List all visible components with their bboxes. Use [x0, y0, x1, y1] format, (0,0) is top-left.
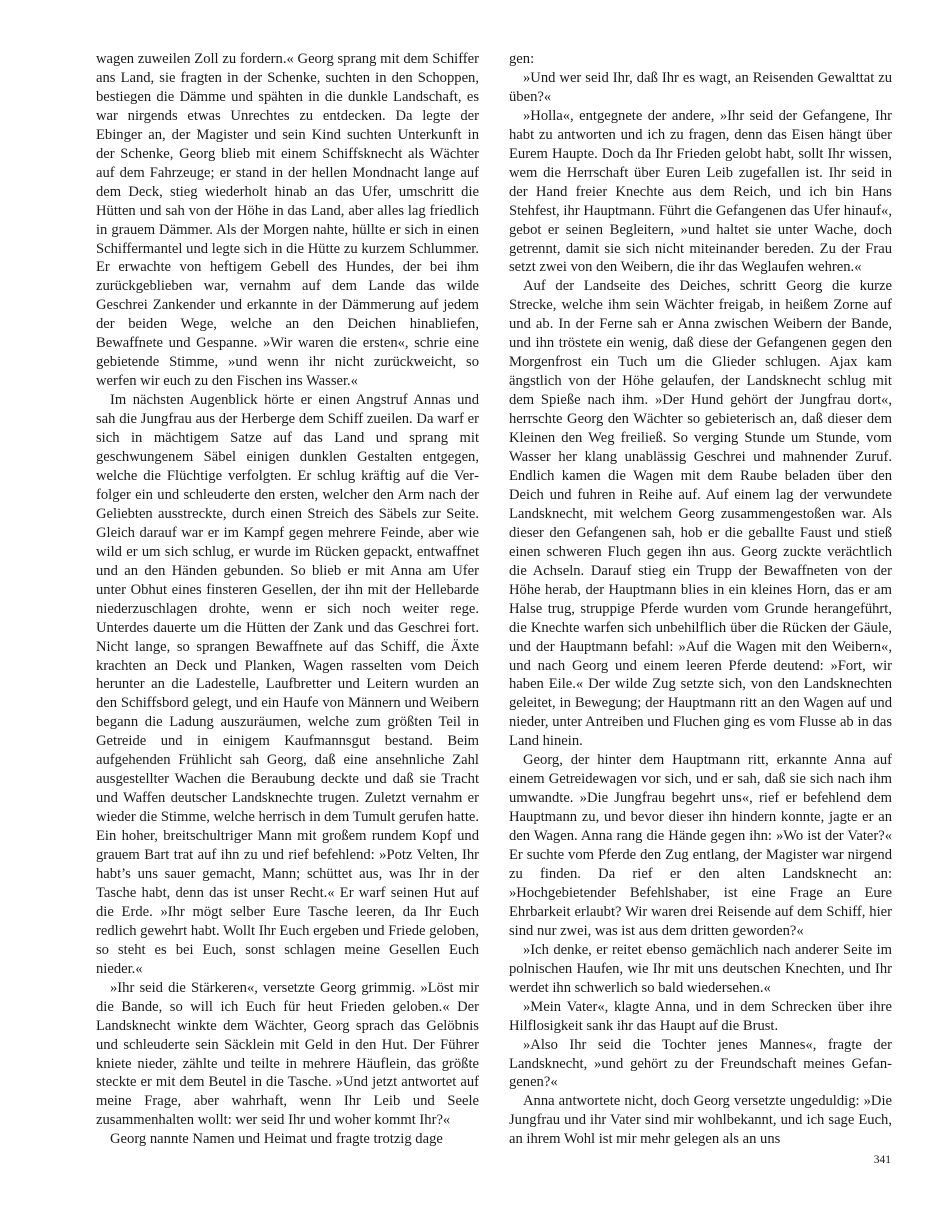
paragraph: »Ihr seid die Stärkeren«, versetzte Georg grimmig. »Löst mir die Bande, so will ich Euch für heut Frieden geloben.« Der Landsknecht winkte dem Wächter, Georg sprach das Gelöbnis und schleuderte sein Säcklein mit Geld in den Hut. Der Führer kniete nieder, zählte und teilte in mehrere Häuflein, das größte steckte er mit dem Beutel in die Tasche. »Und jetzt antwortet auf meine Frage, aber wahrhaft, wenn Ihr Leib und Seele zusammenhalten wollt: wer seid Ihr und woher kommt Ihr?«	[96, 979, 479, 1129]
paragraph: »Und wer seid Ihr, daß Ihr es wagt, an Reisenden Gewalttat zu üben?«	[509, 69, 892, 105]
paragraph: Georg, der hinter dem Hauptmann ritt, erkannte Anna auf einem Getreidewagen vor sich, und er sah, daß sie sich nach ihm umwandte. »Die Jungfrau begehrt uns«, rief er befehlend dem Hauptmann zu, und bevor dieser ihn hindern konnte, jagte er an den Wagen. Anna rang die Hände gegen ihn: »Wo ist der Vater?« Er suchte vom Pferde den Zug entlang, der Magister war nirgend zu finden. Da rief er den alten Landsknecht an: »Hochgebietender Befehlshaber, ist eine Frage an Eure Ehrbarkeit erlaubt? Wir waren drei Reisende auf dem Schiff, hier sind nur zwei, was ist aus dem dritten geworden?«	[509, 752, 892, 939]
paragraph: »Also Ihr seid die Tochter jenes Mannes«, fragte der Landsknecht, »und gehört zu der Freundschaft meines Gefangenen?«	[509, 1036, 892, 1091]
right-column	[509, 50, 892, 1149]
left-column	[96, 50, 479, 1149]
paragraph: wagen zuweilen Zoll zu fordern.« Georg sprang mit dem Schiffer ans Land, sie fragten in der Schenke, suchten in den Schoppen, bestiegen die Dämme und spähten in die dunkle Landschaft, es war nirgends etwas Unrechtes zu entdecken. Da legte der Ebinger an, der Magister und sein Kind suchten Unterkunft in der Schenke, Georg blieb mit einem Schiffsknecht als Wächter auf dem Fahrzeuge; er stand in der hellen Mondnacht lange auf dem Deck, stieg wiederholt hinab an das Ufer, umschritt die Hütten und sah von der Höhe in das Land, aber alles lag friedlich in grauem Dämmer. Als der Morgen nahte, hüllte er sich in einen Schiffermantel und legte sich in die Hütte zu kurzem Schlummer. Er erwachte von heftigem Gebell des Hundes, der bei ihm zurückgeblieben war, vernahm auf dem Lande das wilde Geschrei Zankender und erkannte in der Dämmerung auf jedem der beiden Wege, welche an den Deichen hinabliefen, Bewaffnete und Gespanne. »Wir waren die ersten«, schrie eine gebietende Stimme, »und wenn ihr nicht zurückweicht, so werfen wir euch zu den Fischen ins Wasser.«	[96, 51, 479, 390]
paragraph: »Holla«, entgegnete der andere, »Ihr seid der Gefangene, Ihr habt zu antworten und ich zu fragen, denn das Eisen hängt über Eurem Haupte. Doch da Ihr Frieden gelobt habt, sollt Ihr wissen, wem die Herrschaft über Euren Leib zugefallen ist. Ihr seid in der Hand freier Knechte aus dem Reich, und ich bin Hans Stehfest, ihr Hauptmann. Führt die Gefangenen das Ufer hinauf«, gebot er seinen Begleitern, »und haltet sie unter Wache, doch getrennt, damit sie sich nicht miteinander bereden. Zu der Frau setzt zwei von den Weibern, die ihr das Weglaufen wehren.«	[509, 107, 892, 276]
paragraph: Anna antwortete nicht, doch Georg versetzte ungeduldig: »Die Jungfrau und ihr Vater sind mir wohlbekannt, und ich sage Euch, an ihrem Wohl ist mir mehr gelegen als an uns	[509, 1093, 892, 1148]
paragraph: gen:	[509, 51, 535, 67]
paragraph: Auf der Landseite des Deiches, schritt Georg die kurze Strecke, welche ihm sein Wächter freigab, in heißem Zorne auf und ab. In der Ferne sah er Anna zwischen Weibern der Bande, und ihn tröstete ein wenig, daß diese der Gefangenen gegen den Morgenfrost ein Tuch um die Glieder schlugen. Ajax kam ängstlich von der Höhe gelaufen, der Landsknecht schlug mit dem Spieße nach ihm. »Der Hund gehört der Jungfrau dort«, herrschte Georg den Wächter so gebieterisch an, daß dieser dem Kleinen den Weg freiließ. So verging Stunde um Stunde, vom Wasser her klang unablässig Geschrei und mahnender Zuruf. Endlich kamen die Wagen mit dem Raube beladen über den Deich und fuhren in Reihe auf. Auf einem lag der verwundete Landsknecht, mit welchem Georg zusammengestoßen war. Als dieser den Gefangenen sah, hob er die geballte Faust und stieß einen schweren Fluch gegen ihn aus. Georg zuckte verächtlich die Achseln. Darauf stieg ein Trupp der Bewaffneten von der Höhe herab, der Hauptmann blies in ein kleines Horn, das er am Halse trug, struppige Pferde wurden vom Grunde herangeführt, die Knechte warfen sich unbehilflich über die Rücken der Gäule, und der Hauptmann befahl: »Auf die Wagen mit den Weibern«, und nach Georg und einem leeren Pferde deutend: »Fort, wir haben Eile.« Der wilde Zug setzte sich, von den Landsknechten geleitet, in Bewegung; der Hauptmann ritt an den Wagen auf und nieder, unter Antreiben und Fluchen ging es vom Flusse ab in das Land hinein.	[509, 278, 892, 750]
paragraph: »Mein Vater«, klagte Anna, und in dem Schrecken über ihre Hilflosigkeit sank ihr das Haupt auf die Brust.	[509, 998, 892, 1034]
paragraph: Im nächsten Augenblick hörte er einen Angstruf Annas und sah die Jungfrau aus der Herberge dem Schiff zueilen. Da warf er sich in mächtigem Satze auf das Land und sprang mit geschwungenem Säbel einigen dunklen Gestalten entgegen, welche die Flüchtige verfolgten. Er schlug kräftig auf die Verfolger ein und schleuderte den ersten, welcher den Arm nach der Geliebten ausstreckte, durch einen Streich des Säbels zur Seite. Gleich darauf war er im Kampf gegen mehrere Feinde, aber wie wild er um sich schlug, er wurde im Rücken gepackt, entwaffnet und an den Händen gebunden. So blieb er mit Anna am Ufer unter Obhut eines finsteren Gesellen, der ihn mit der Hellebarde niederzuschlagen drohte, wenn er sich noch weiter rege. Unterdes dauerte um die Hütten der Zank und das Geschrei fort. Nicht lange, so sprangen Bewaffnete auf das Schiff, die Äxte krachten an Deck und Planken, Wagen rasselten vom Deich herunter an die Ladestelle, Laufbretter und Leitern wurden an den Schiffsbord gelegt, und ein Haufe von Männern und Weibern begann die Ladung auszuräumen, welche zum größten Teil in Getreide und in einigem Kaufmannsgut bestand. Beim aufgehenden Frühlicht sah Georg, daß eine ansehnliche Zahl ausgestellter Wachen die Beraubung deckte und daß sie Tracht und Waffen deutscher Landsknechte trugen. Zuletzt vernahm er wieder die Stimme, welche herrisch in dem Tumult gerufen hatte. Ein hoher, breitschultriger Mann mit großem rundem Kopf und grauem Bart trat auf ihn zu und rief befehlend: »Potz Velten, Ihr habt’s uns sauer gemacht, Mann; schüttet aus, was Ihr in der Tasche habt, denn das ist unser Recht.« Er warf seinen Hut auf die Erde. »Ihr mögt selber Eure Tasche leeren, da Ihr Euch redlich gewehrt habt. Wollt Ihr Euch ergeben und Friede geloben, so steht es bei Euch, sonst schlagen meine Gesellen Euch nieder.«	[96, 392, 479, 977]
page-number: 341	[873, 1154, 891, 1166]
paragraph: Georg nannte Namen und Heimat und fragte trotzig dage	[110, 1131, 443, 1148]
paragraph: »Ich denke, er reitet ebenso gemächlich nach anderer Seite im polnischen Haufen, wie Ihr mit uns deutschen Knechten, und Ihr werdet ihn schwerlich so bald wiedersehen.«	[509, 941, 892, 996]
